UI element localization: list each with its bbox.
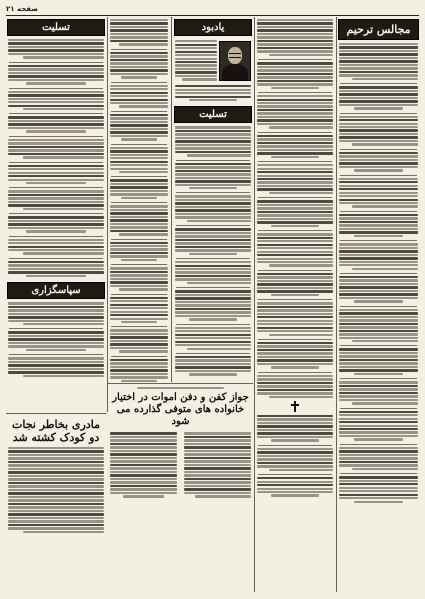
tasliat-heading: تسلیت [174, 106, 252, 123]
article-burial-permit [108, 385, 253, 590]
tasliat-heading-left: تسلیت [7, 19, 105, 36]
page-header [6, 3, 419, 16]
column-notices [255, 17, 335, 577]
sepasgozari-heading: سپاسگزاری [7, 282, 105, 299]
article-headline: مادری بخاطر نجات دو کودک کشته شد [12, 418, 100, 444]
article-headline: جواز کفن و دفن اموات در اختیار خانواده های متوفی گذارده می شود [112, 392, 249, 428]
article-mother-saves-children [6, 415, 106, 590]
cross-icon [291, 401, 299, 412]
column-tasliat-sepas [6, 17, 106, 412]
majales-tarhim-heading: مجالس ترحیم [338, 19, 419, 40]
column-majales-tarhim [337, 17, 420, 577]
page-number: صفحه ۲۱ [6, 5, 39, 13]
obituary-notice [257, 19, 333, 56]
section-rule [6, 413, 106, 414]
column-rule [171, 17, 172, 382]
portrait-photo [219, 41, 251, 81]
memorial-with-photo [175, 39, 251, 84]
obituary-notice [339, 43, 418, 80]
yadbood-heading: یادبود [174, 19, 252, 36]
column-notices-narrow [108, 17, 170, 412]
column-yadbood [173, 17, 253, 382]
